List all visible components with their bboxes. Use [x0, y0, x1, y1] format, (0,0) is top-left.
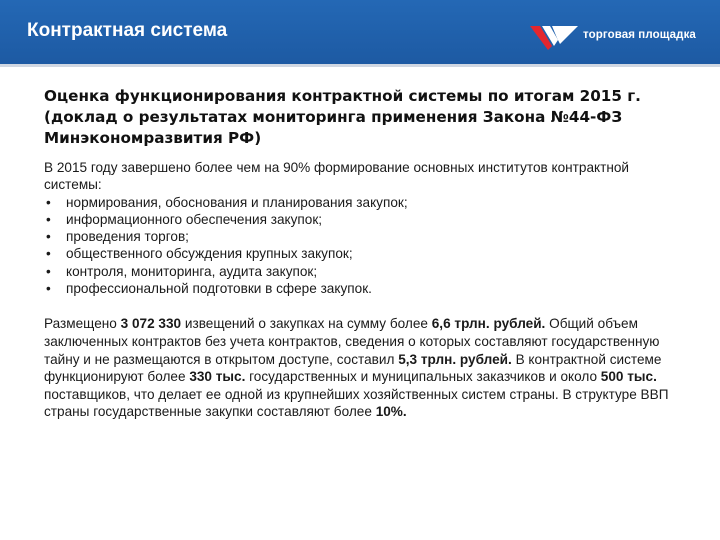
bullet-icon: •	[46, 246, 51, 262]
bullet-icon: •	[46, 211, 51, 227]
summary-text: Общий объем заключенных контрактов без учета контрактов, сведения о которых составляют государственную тайну и не размещаются в открытом доступе, составил	[44, 316, 660, 367]
logo-text: торговая площадка	[583, 29, 696, 41]
summary-text: поставщиков, что делает ее одной из крупнейших хозяйственных систем страны. В структуре ВВП страны государственные закупки составляют более	[44, 386, 669, 420]
total-notices-amount: 6,6 трлн. рублей.	[431, 316, 546, 332]
summary-text: извещений о закупках на сумму более	[181, 316, 432, 332]
intro-lead: В 2015 году завершено более чем на 90% формирование основных институтов контрактной системы:	[44, 160, 630, 193]
bullet-icon: •	[46, 281, 51, 297]
list-item	[44, 245, 684, 262]
list-item	[44, 228, 684, 245]
heading-line: Оценка функционирования контрактной системы по итогам 2015 г.	[44, 87, 641, 105]
list-item-text: нормирования, обоснования и планирования закупок;	[66, 194, 408, 210]
heading-line: (доклад о результатах мониторинга применения Закона №44-ФЗ	[44, 108, 623, 126]
summary-text: государственных и муниципальных заказчиков и около	[245, 369, 601, 385]
intro-block	[44, 159, 684, 297]
bullet-icon: •	[46, 194, 51, 210]
institutes-list	[44, 194, 684, 298]
slide-title: Контрактная система	[27, 20, 228, 41]
summary-paragraph	[44, 315, 669, 421]
list-item	[44, 211, 684, 228]
customers-count: 330 тыс.	[189, 369, 246, 385]
list-item-text: проведения торгов;	[66, 229, 189, 245]
contracts-amount: 5,3 трлн. рублей.	[398, 351, 512, 367]
list-item-text: информационного обеспечения закупок;	[66, 211, 323, 227]
list-item-text: профессиональной подготовки в сфере закупок.	[66, 281, 372, 297]
list-item-text: общественного обсуждения крупных закупок;	[66, 246, 353, 262]
slide-content	[44, 86, 684, 421]
suppliers-count: 500 тыс.	[600, 369, 657, 385]
summary-text: В контрактной системе функционируют более	[44, 351, 662, 385]
heading-line: Минэкономразвития РФ)	[44, 129, 262, 147]
list-item	[44, 263, 684, 280]
list-item	[44, 280, 684, 297]
bullet-icon: •	[46, 263, 51, 279]
bullet-icon: •	[46, 229, 51, 245]
list-item-text: контроля, мониторинга, аудита закупок;	[66, 263, 318, 279]
list-item	[44, 194, 684, 211]
logo-wing-icon	[530, 24, 578, 50]
gdp-share: 10%.	[375, 404, 407, 420]
slide-heading	[44, 86, 684, 149]
summary-text: Размещено	[44, 316, 121, 332]
slide-header	[0, 0, 720, 68]
notice-count: 3 072 330	[120, 316, 182, 332]
